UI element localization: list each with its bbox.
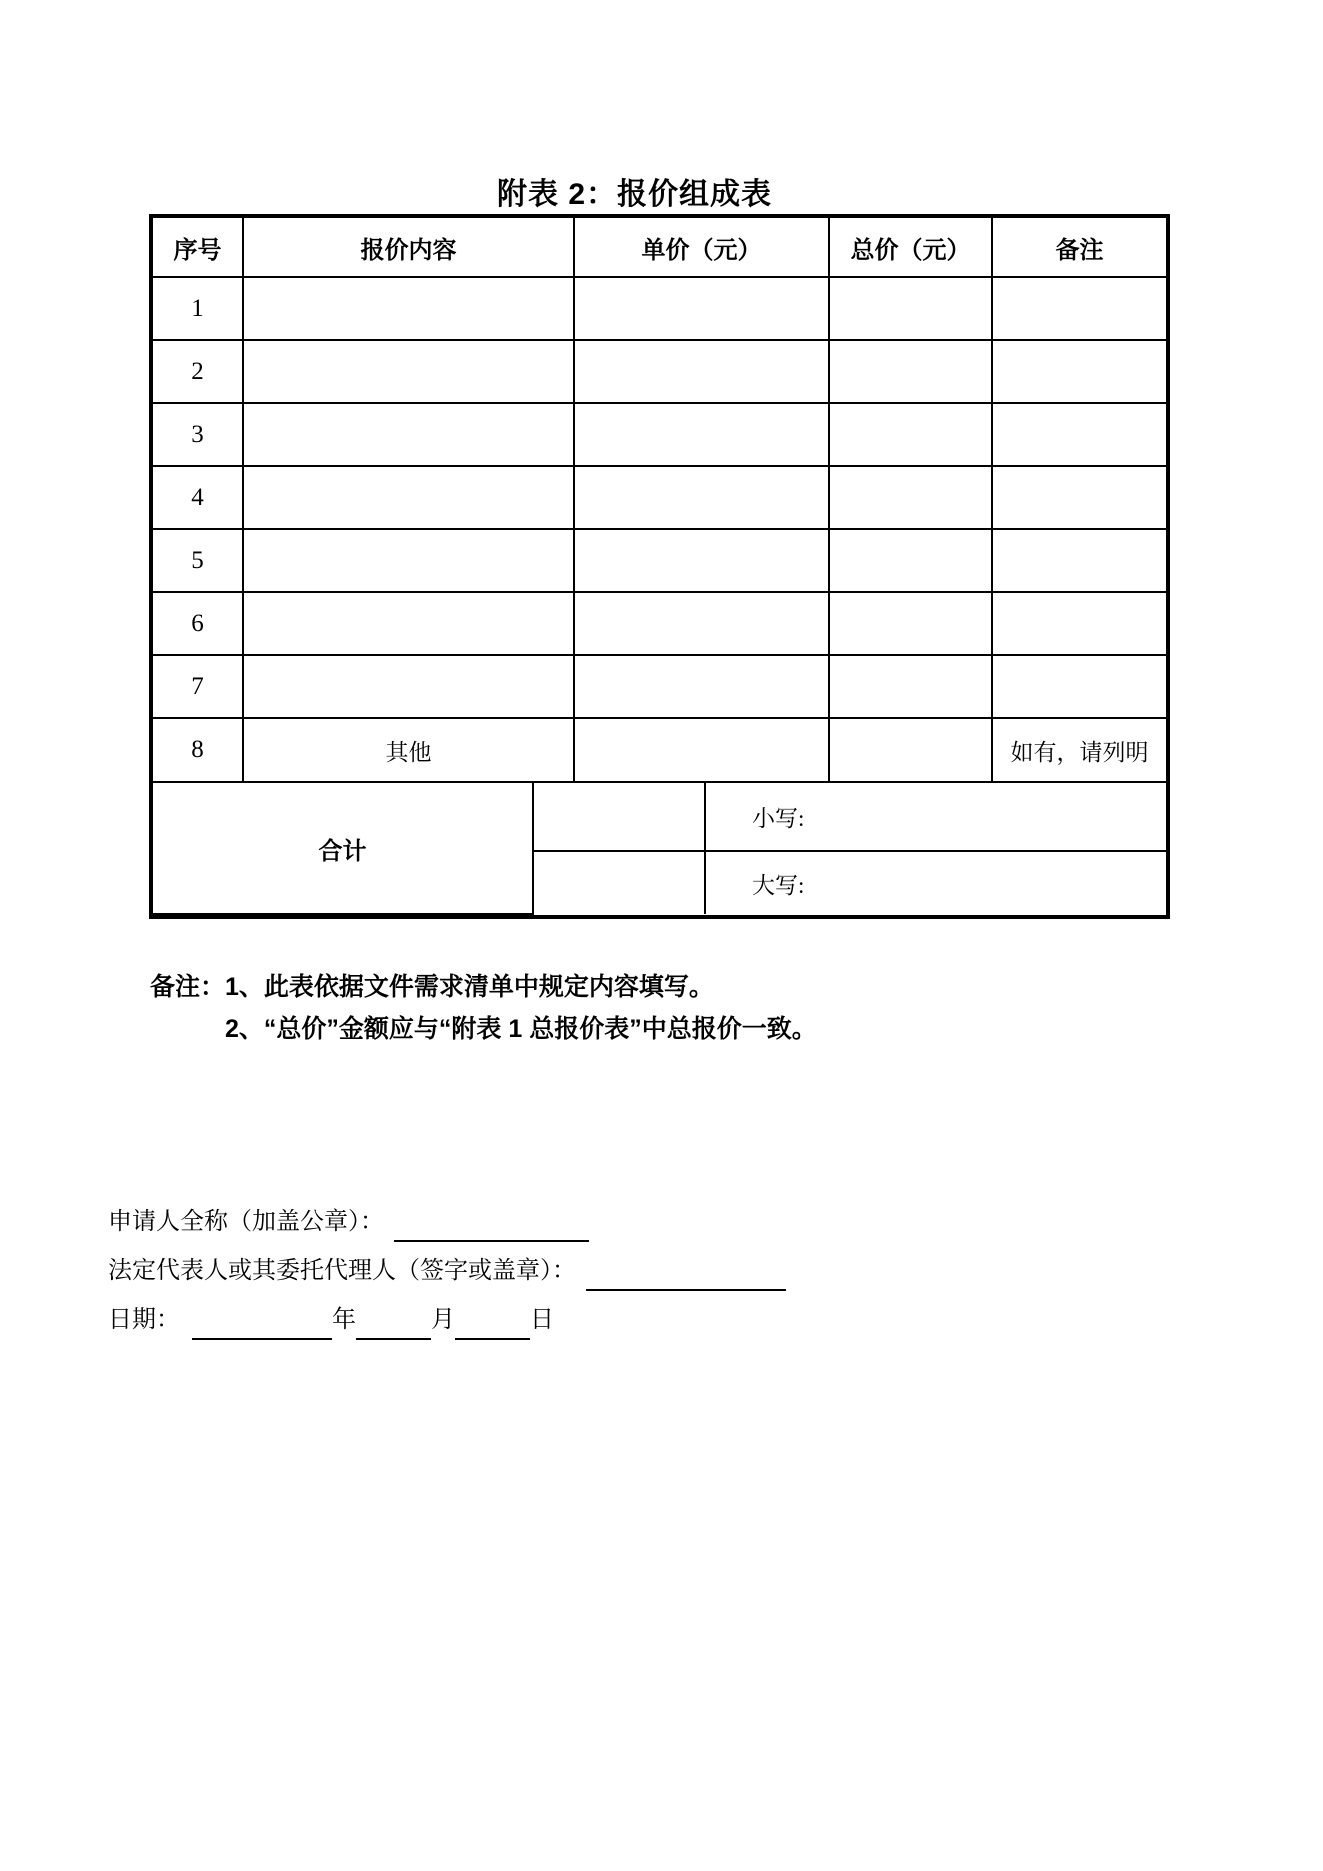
signature-block [108,1206,1008,1353]
table-row [153,655,1166,718]
total-label-cell: 合计 [153,783,533,914]
col-header-content: 报价内容 [243,218,574,277]
date-label: 日期： [108,1307,180,1333]
total-amount-cell-top[interactable] [533,783,705,851]
row-remark-cell[interactable] [992,529,1166,592]
row-total-price-cell[interactable] [829,655,992,718]
totals-section [153,783,1166,915]
row-unit-price-cell[interactable] [574,403,829,466]
row-content-cell[interactable] [243,466,574,529]
col-header-remark: 备注 [992,218,1166,277]
row-seq: 4 [153,466,243,529]
table-row-other [153,718,1166,782]
row-seq: 5 [153,529,243,592]
row-total-price-cell[interactable] [829,592,992,655]
table-row [153,340,1166,403]
total-words-cell[interactable] [705,851,1166,914]
row-unit-price-cell[interactable] [574,466,829,529]
quotation-composition-table [149,214,1170,919]
representative-line [108,1255,1008,1287]
day-label: 日 [530,1307,554,1333]
row-seq: 8 [153,718,243,782]
page-title: 附表 2：报价组成表 [496,178,773,211]
date-year-blank[interactable] [192,1310,332,1340]
table-row [153,466,1166,529]
row-seq: 7 [153,655,243,718]
date-day-blank[interactable] [455,1310,530,1340]
row-total-price-cell[interactable] [829,403,992,466]
table-row [153,529,1166,592]
row-unit-price-cell[interactable] [574,529,829,592]
representative-label: 法定代表人或其委托代理人（签字或盖章）： [108,1258,576,1284]
row-content-cell[interactable] [243,277,574,340]
numeral-label: 小写: [752,806,805,831]
row-seq: 1 [153,277,243,340]
header-row [153,218,1166,277]
date-month-blank[interactable] [356,1310,431,1340]
row-unit-price-cell[interactable] [574,340,829,403]
note-item-2: 2、“总价”金额应与“附表 1 总报价表”中总报价一致。 [225,1015,817,1043]
row-content-cell: 其他 [243,718,574,782]
row-remark-cell[interactable] [992,277,1166,340]
row-remark-cell[interactable] [992,592,1166,655]
main-table [153,218,1166,783]
total-numeral-cell[interactable] [705,783,1166,851]
representative-blank[interactable] [586,1261,786,1291]
applicant-line [108,1206,1008,1238]
col-header-total-price: 总价（元） [829,218,992,277]
notes-label: 备注： [150,973,226,1001]
words-label: 大写: [752,872,805,898]
row-unit-price-cell[interactable] [574,718,829,782]
row-content-cell[interactable] [243,592,574,655]
applicant-label: 申请人全称（加盖公章）： [108,1209,384,1235]
table-row [153,592,1166,655]
row-unit-price-cell[interactable] [574,592,829,655]
row-remark-cell[interactable] [992,466,1166,529]
row-total-price-cell[interactable] [829,718,992,782]
row-total-price-cell[interactable] [829,340,992,403]
total-amount-cell-bottom[interactable] [533,851,705,914]
notes-items [225,966,1180,1050]
date-line [108,1304,1008,1336]
table-row [153,403,1166,466]
row-remark-cell[interactable] [992,655,1166,718]
month-label: 月 [431,1307,455,1333]
row-content-cell[interactable] [243,340,574,403]
row-remark-cell[interactable] [992,340,1166,403]
col-header-seq: 序号 [153,218,243,277]
row-seq: 3 [153,403,243,466]
row-seq: 2 [153,340,243,403]
row-seq: 6 [153,592,243,655]
year-label: 年 [332,1307,356,1333]
row-content-cell[interactable] [243,403,574,466]
row-content-cell[interactable] [243,529,574,592]
total-row-numeral [153,783,1166,851]
row-unit-price-cell[interactable] [574,655,829,718]
row-content-cell[interactable] [243,655,574,718]
col-header-unit-price: 单价（元） [574,218,829,277]
notes-section [150,966,1180,1050]
applicant-blank[interactable] [394,1212,589,1242]
row-total-price-cell[interactable] [829,466,992,529]
table-row [153,277,1166,340]
row-remark-cell[interactable] [992,403,1166,466]
row-unit-price-cell[interactable] [574,277,829,340]
row-remark-cell: 如有，请列明 [992,718,1166,782]
note-item-1: 1、此表依据文件需求清单中规定内容填写。 [225,973,714,1001]
row-total-price-cell[interactable] [829,277,992,340]
row-total-price-cell[interactable] [829,529,992,592]
